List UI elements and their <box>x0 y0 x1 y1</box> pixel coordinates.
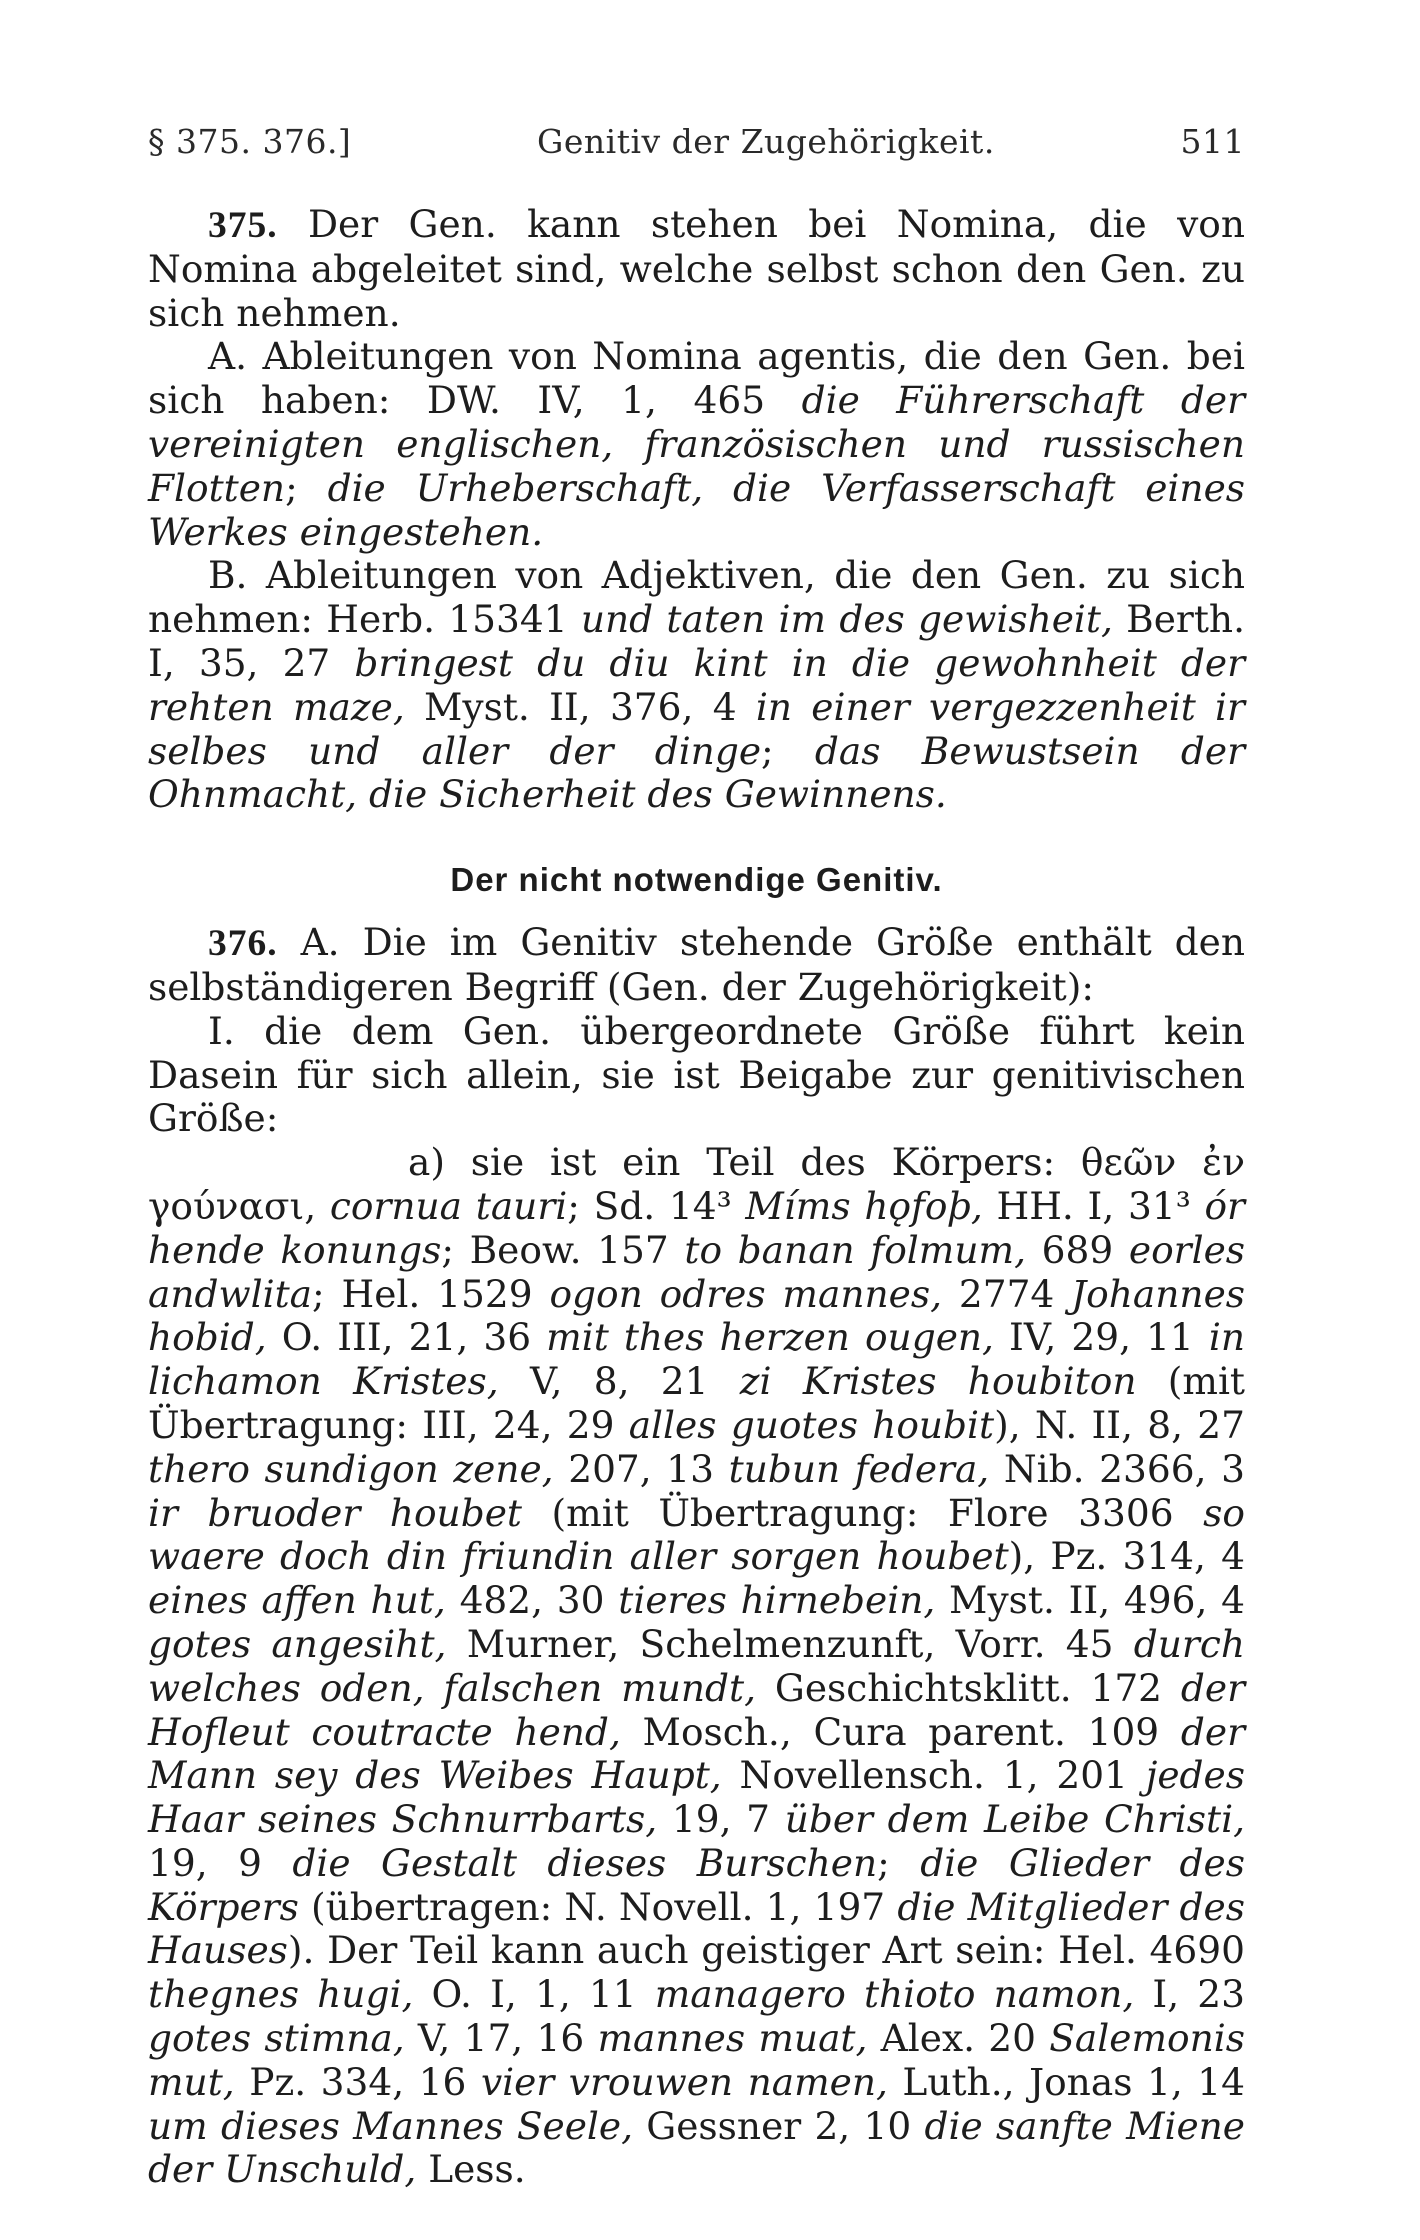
text-run: Gessner 2, 10 <box>633 2103 925 2148</box>
text-run: Myst. II, 376, 4 <box>404 684 756 729</box>
citation-quote: der Hofleut coutracte hend, <box>148 1665 1245 1754</box>
citation-quote: die Urheberschaft, die Verfasserschaft eines Werkes eingestehen. <box>148 465 1246 554</box>
paragraph <box>148 1010 1245 1141</box>
citation-quote: die Führerschaft der vereinigten englischen, französischen und russischen Flotten <box>148 378 1245 510</box>
citation-quote: gotes angesiht, <box>148 1621 447 1666</box>
text-run: ; Sd. 14³ <box>567 1183 746 1228</box>
section-number: 375. <box>208 205 278 246</box>
text-run: ; Hel. 1529 <box>312 1271 550 1316</box>
text-run: (mit Übertragung: Flore 3306 <box>521 1490 1204 1535</box>
text-run: Alex. 20 <box>867 2016 1050 2061</box>
citation-quote: in einer vergezzenheit ir selbes und aller der dinge <box>148 684 1245 773</box>
text-run: (übertragen: N. Novell. 1, 197 <box>298 1884 898 1929</box>
citation-quote: ór hende konungs <box>148 1183 1245 1272</box>
citation-quote: die sanfte Miene der Unschuld, <box>148 2103 1245 2192</box>
citation-quote: eorles andwlita <box>148 1227 1246 1316</box>
citation-quote: alles guotes houbit <box>628 1402 995 1447</box>
text-run: ; Beow. 157 <box>441 1227 685 1272</box>
citation-quote: um dieses Mannes Seele, <box>148 2103 634 2148</box>
text-run: a) sie ist ein Teil des Körpers: θεῶν ἐν γούνασι, <box>148 1140 1245 1228</box>
citation-quote: ogon odres mannes, <box>549 1271 942 1316</box>
citation-quote: cornua tauri <box>329 1183 568 1228</box>
text-run: HH. I, 31³ <box>982 1183 1205 1228</box>
section-number: 376. <box>208 923 278 965</box>
text-run: Luth., Jonas 1, 14 <box>887 2059 1245 2104</box>
citation-quote: das Bewustsein der Ohnmacht, die Sicherheit des Gewinnens. <box>148 728 1246 817</box>
citation-quote: zi Kristes houbiton <box>739 1359 1137 1404</box>
citation-quote: Salemonis mut, <box>148 2016 1245 2104</box>
section-range: § 375. 376.] <box>148 122 352 161</box>
text-run: ; <box>285 465 328 510</box>
text-run: 19, 9 <box>148 1840 293 1885</box>
citation-quote: Johannes hobid, <box>148 1271 1245 1360</box>
text-run: O. III, 21, 36 <box>266 1315 547 1360</box>
text-run: ), N. II, 8, 27 <box>994 1402 1245 1447</box>
paragraph <box>148 1141 1245 2192</box>
text-run: Myst. II, 496, 4 <box>935 1578 1245 1623</box>
text-run: (mit Übertragung: III, 24, 29 <box>148 1359 1246 1447</box>
citation-quote: die Mitglieder des Hauses <box>148 1884 1245 1973</box>
text-run: Murner, Schelmenzunft, Vorr. 45 <box>446 1621 1134 1666</box>
text-run: Der Gen. kann stehen bei Nomina, die von Nomina abgeleitet sind, welche selbst schon den Gen. zu sich nehmen. <box>148 202 1245 335</box>
text-run: I, 23 <box>1134 1972 1245 2017</box>
text-run: Pz. 334, 16 <box>234 2059 481 2104</box>
citation-quote: vier vrouwen namen, <box>480 2059 888 2104</box>
citation-quote: mannes muat, <box>597 2016 868 2061</box>
text-run: 482, 30 <box>445 1578 619 1623</box>
text-run: I. die dem Gen. übergeordnete Größe führt kein Dasein für sich allein, sie ist Beigabe zur genitivischen Größe: <box>148 1008 1245 1141</box>
citation-quote: in lichamon Kristes, <box>148 1315 1245 1404</box>
citation-quote: tubun federa, <box>728 1446 990 1491</box>
citation-quote: bringest du diu kint in die gewohnheit der rehten maze, <box>148 640 1245 729</box>
text-run: A. Die im Genitiv stehende Größe enthält den selbständigeren Begriff (Gen. der Zugehörigkeit): <box>148 920 1245 1009</box>
citation-quote: der Mann sey des Weibes Haupt, <box>148 1709 1245 1798</box>
citation-quote: eines affen hut, <box>148 1578 446 1623</box>
text-run: V, 8, 21 <box>498 1359 740 1404</box>
text-run: 207, 13 <box>553 1446 729 1491</box>
paragraph <box>148 335 1245 554</box>
paragraph <box>148 203 1245 335</box>
page-body <box>148 203 1245 2192</box>
text-run: IV, 29, 11 <box>993 1315 1209 1360</box>
citation-quote: thero sundigon zene, <box>148 1446 554 1491</box>
text-run: ), Pz. 314, 4 <box>1008 1534 1245 1579</box>
text-run: 689 <box>1026 1227 1129 1272</box>
running-header <box>148 122 1245 161</box>
citation-quote: tieres hirnebein, <box>618 1578 936 1623</box>
page-number: 511 <box>1180 122 1245 161</box>
text-run: Novellensch. 1, 201 <box>721 1753 1146 1798</box>
text-run: Less. <box>416 2147 526 2192</box>
citation-quote: die Glieder des Körpers <box>148 1840 1245 1929</box>
citation-quote: Míms hǫfoþ, <box>745 1183 983 1228</box>
citation-quote: durch welches oden, falschen mundt, <box>148 1621 1245 1710</box>
section-heading: Der nicht notwendige Genitiv. <box>450 861 943 899</box>
citation-quote: mit thes herzen ougen, <box>546 1315 994 1360</box>
citation-quote: gotes stimna, <box>148 2016 405 2061</box>
citation-quote: thegnes hugi, <box>148 1972 414 2017</box>
citation-quote: to banan folmum, <box>684 1227 1026 1272</box>
text-run: ; <box>761 728 815 773</box>
text-run: B. Ableitungen von Adjektiven, die den Gen. zu sich nehmen: Herb. 15341 <box>148 553 1245 642</box>
text-run: Berth. I, 35, 27 <box>148 597 1245 685</box>
text-run: 2774 <box>942 1271 1072 1316</box>
citation-quote: ir bruoder houbet <box>148 1490 522 1535</box>
text-run: 19, 7 <box>657 1797 785 1842</box>
text-run: ). Der Teil kann auch geistiger Art sein: Hel. 4690 <box>287 1928 1245 1973</box>
text-run: ; <box>877 1840 921 1885</box>
text-run: Nib. 2366, 3 <box>989 1446 1245 1491</box>
text-run: Mosch., Cura parent. 109 <box>620 1709 1181 1754</box>
citation-quote: jedes Haar seines Schnurrbarts, <box>148 1753 1245 1842</box>
paragraph <box>148 554 1245 817</box>
citation-quote: managero thioto namon, <box>654 1972 1135 2017</box>
citation-quote: und taten im des gewisheit, <box>580 597 1113 642</box>
paragraph <box>148 921 1245 1010</box>
citation-quote: so waere doch din friundin aller sorgen houbet <box>148 1490 1245 1579</box>
running-title: Genitiv der Zugehörigkeit. <box>537 122 995 161</box>
text-run: V, 17, 16 <box>404 2016 598 2061</box>
text-run: Geschichtsklitt. 172 <box>756 1665 1181 1710</box>
text-run: A. Ableitungen von Nomina agentis, die den Gen. bei sich haben: DW. IV, 1, 465 <box>148 334 1245 423</box>
citation-quote: die Gestalt dieses Burschen <box>292 1840 878 1885</box>
text-run: O. I, 1, 11 <box>413 1972 655 2017</box>
citation-quote: über dem Leibe Christi, <box>784 1797 1245 1842</box>
